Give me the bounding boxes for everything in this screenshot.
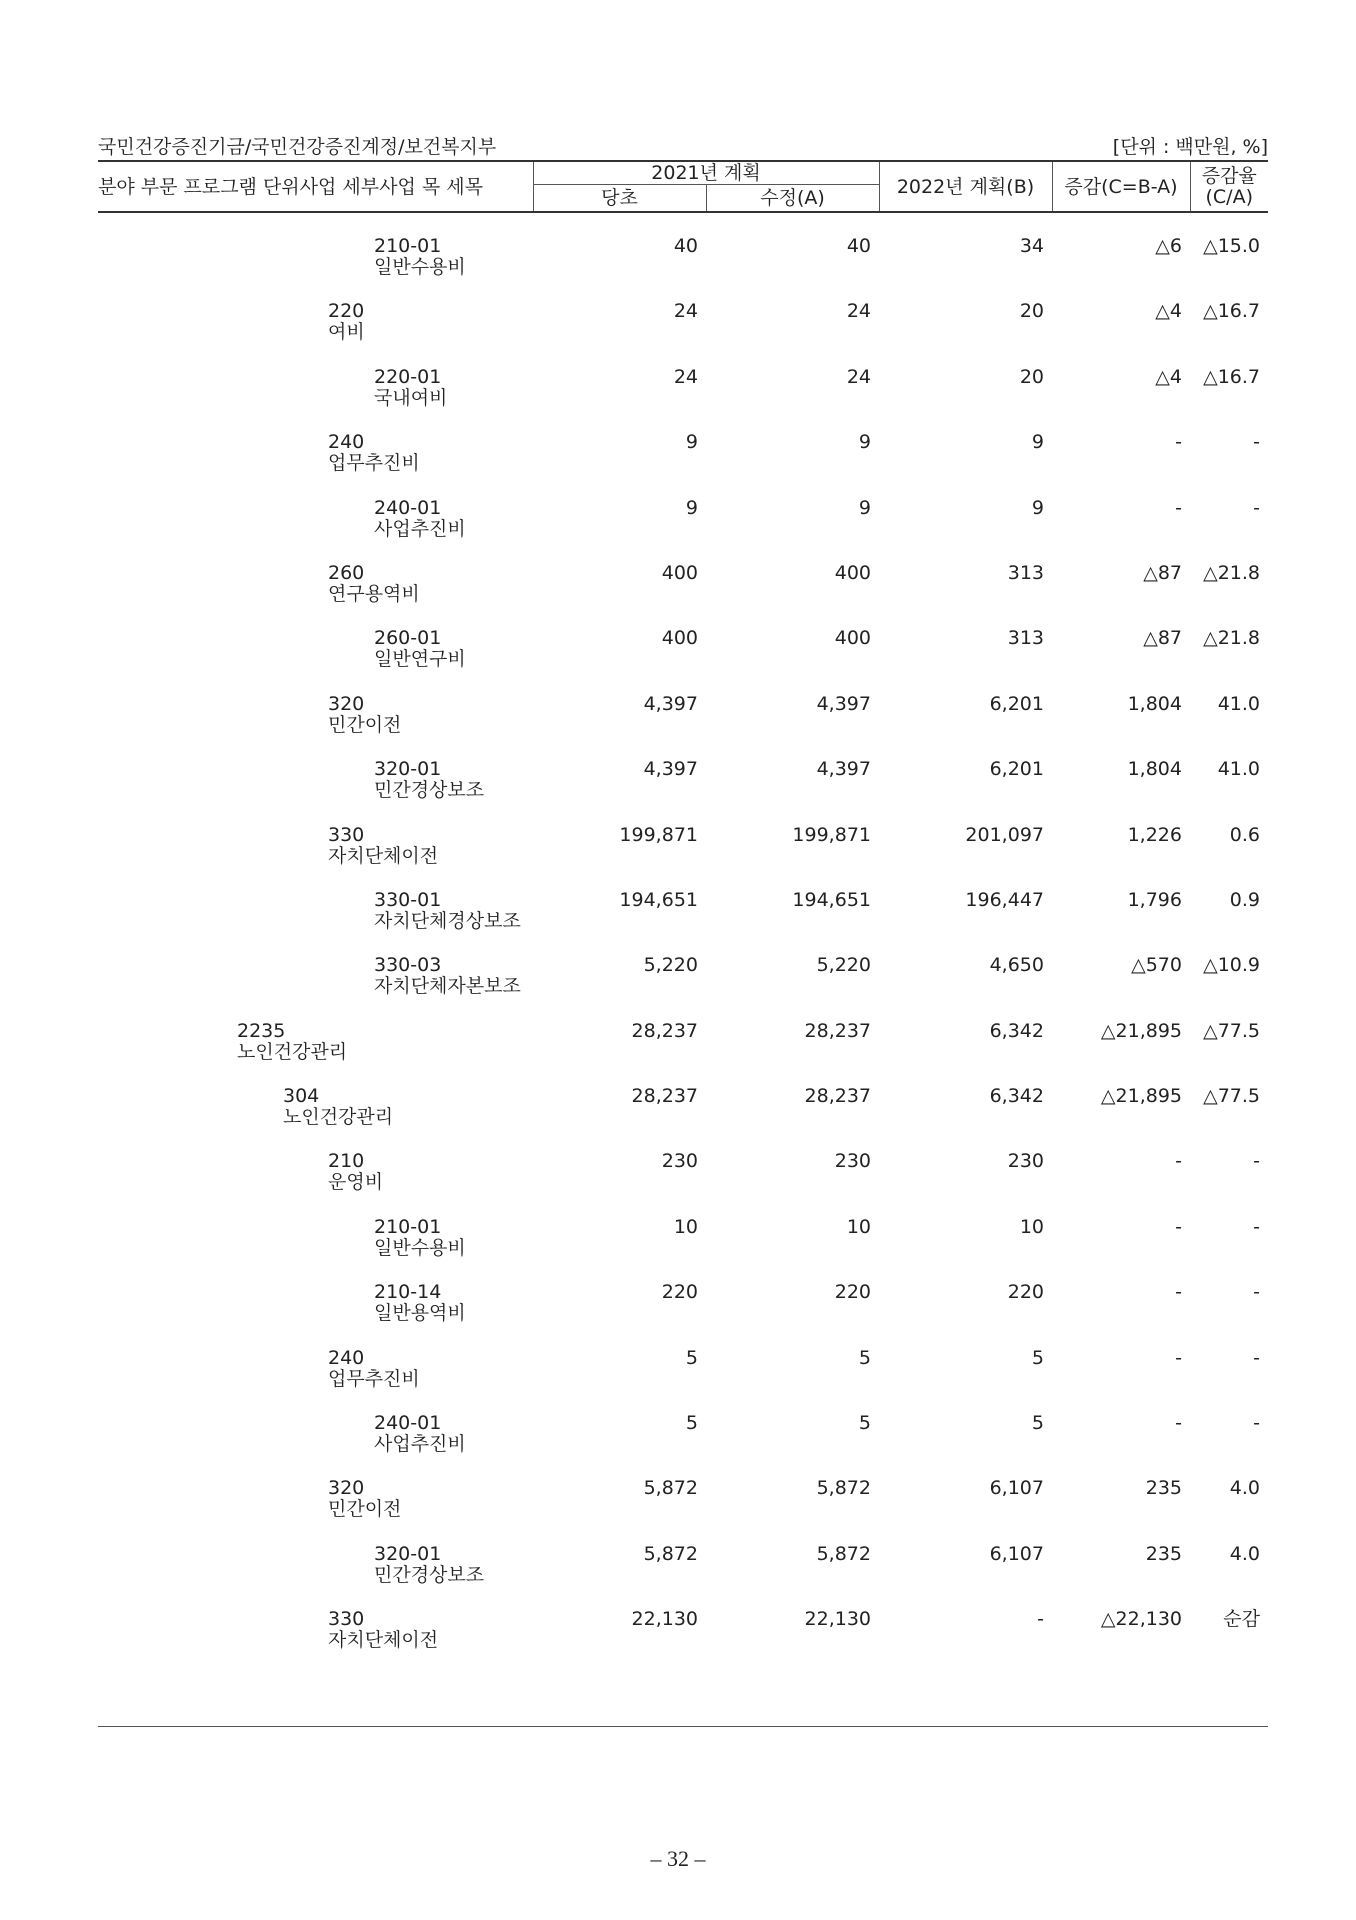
value-diff: 1,796 [1127, 888, 1182, 911]
value-revised: 4,397 [816, 758, 871, 781]
value-diff: 1,804 [1127, 758, 1182, 781]
value-original: 24 [673, 300, 698, 323]
header-name-column: 분야 부문 프로그램 단위사업 세부사업 목 세목 [98, 161, 533, 212]
value-diff: △87 [1143, 627, 1182, 650]
value-revised: 400 [834, 561, 871, 584]
item-name: 민간경상보조 [374, 779, 485, 802]
value-plan: 20 [1019, 365, 1044, 388]
value-plan: 9 [1031, 431, 1044, 454]
item-code: 210 [328, 1150, 365, 1173]
budget-table-body [98, 236, 1268, 1675]
table-row [98, 759, 1268, 824]
value-revised: 5,872 [816, 1542, 871, 1565]
value-plan: 5 [1031, 1412, 1044, 1435]
item-code: 320-01 [374, 758, 442, 781]
value-rate: 0.9 [1229, 888, 1260, 911]
value-original: 400 [661, 627, 698, 650]
table-row [98, 1282, 1268, 1347]
value-diff: △21,895 [1100, 1019, 1182, 1042]
value-plan: 10 [1019, 1215, 1044, 1238]
value-revised: 28,237 [804, 1019, 871, 1042]
value-revised: 199,871 [792, 823, 871, 846]
value-original: 5,872 [643, 1477, 698, 1500]
value-rate: 41.0 [1217, 758, 1260, 781]
value-plan: 34 [1019, 235, 1044, 257]
item-code: 220-01 [374, 365, 442, 388]
table-row [98, 628, 1268, 693]
value-plan: 6,342 [989, 1085, 1044, 1108]
value-revised: 5,220 [816, 954, 871, 977]
item-name: 노인건강관리 [283, 1106, 394, 1129]
value-original: 40 [673, 235, 698, 257]
value-revised: 4,397 [816, 692, 871, 715]
item-name: 사업추진비 [374, 1433, 466, 1456]
value-rate: - [1253, 1215, 1260, 1238]
value-plan: 6,107 [989, 1542, 1044, 1565]
value-revised: 5,872 [816, 1477, 871, 1500]
value-plan: 313 [1007, 561, 1044, 584]
item-name: 일반수용비 [374, 256, 466, 278]
value-diff: △21,895 [1100, 1085, 1182, 1108]
value-original: 28,237 [631, 1019, 698, 1042]
value-plan: 20 [1019, 300, 1044, 323]
item-code: 304 [283, 1085, 320, 1108]
value-diff: 235 [1145, 1477, 1182, 1500]
header-diff: 증감(C=B-A) [1052, 161, 1190, 212]
value-original: 9 [685, 496, 698, 519]
page-number: – 32 – [650, 1846, 706, 1871]
value-diff: - [1175, 1346, 1182, 1369]
item-code: 260 [328, 561, 365, 584]
value-revised: 194,651 [792, 888, 871, 911]
header-original: 당초 [533, 185, 706, 213]
value-diff: 1,226 [1127, 823, 1182, 846]
value-rate: 0.6 [1229, 823, 1260, 846]
table-row [98, 955, 1268, 1020]
value-original: 10 [673, 1215, 698, 1238]
value-revised: 5 [858, 1346, 871, 1369]
item-code: 320 [328, 692, 365, 715]
value-original: 4,397 [643, 692, 698, 715]
table-row [98, 1151, 1268, 1216]
table-row [98, 1413, 1268, 1478]
value-original: 4,397 [643, 758, 698, 781]
value-diff: - [1175, 496, 1182, 519]
unit-label: [단위 : 백만원, %] [1112, 136, 1268, 158]
table-row [98, 890, 1268, 955]
value-diff: △4 [1155, 365, 1182, 388]
value-rate: 순감 [1223, 1608, 1260, 1631]
header-rate [1190, 161, 1268, 212]
item-name: 자치단체이전 [328, 1629, 439, 1652]
table-row [98, 301, 1268, 366]
value-rate: - [1253, 1346, 1260, 1369]
item-code: 320-01 [374, 1542, 442, 1565]
item-name: 여비 [328, 321, 365, 344]
header-2022-plan: 2022년 계획(B) [879, 161, 1052, 212]
item-name: 일반수용비 [374, 1236, 466, 1259]
value-rate: △16.7 [1203, 365, 1260, 388]
value-rate: △21.8 [1203, 561, 1260, 584]
value-diff: 1,804 [1127, 692, 1182, 715]
item-code: 210-01 [374, 235, 442, 257]
value-plan: 5 [1031, 1346, 1044, 1369]
value-rate: - [1253, 1412, 1260, 1435]
value-diff: 235 [1145, 1542, 1182, 1565]
value-diff: - [1175, 431, 1182, 454]
item-name: 노인건강관리 [237, 1040, 348, 1063]
table-row [98, 1609, 1268, 1674]
item-name: 운영비 [328, 1171, 384, 1194]
item-name: 민간이전 [328, 713, 402, 736]
table-row [98, 1021, 1268, 1086]
value-rate: - [1253, 1150, 1260, 1173]
value-revised: 5 [858, 1412, 871, 1435]
value-rate: - [1253, 1281, 1260, 1304]
header-rate-line2: (C/A) [1205, 185, 1253, 208]
value-plan: 201,097 [965, 823, 1044, 846]
value-original: 5 [685, 1412, 698, 1435]
value-original: 9 [685, 431, 698, 454]
item-code: 210-14 [374, 1281, 442, 1304]
value-rate: △21.8 [1203, 627, 1260, 650]
table-row [98, 1478, 1268, 1543]
value-original: 194,651 [619, 888, 698, 911]
value-plan: 230 [1007, 1150, 1044, 1173]
item-code: 260-01 [374, 627, 442, 650]
value-original: 5 [685, 1346, 698, 1369]
table-row [98, 694, 1268, 759]
item-name: 업무추진비 [328, 1367, 420, 1390]
value-plan: 220 [1007, 1281, 1044, 1304]
value-plan: 6,107 [989, 1477, 1044, 1500]
item-code: 330-01 [374, 888, 442, 911]
value-diff: △4 [1155, 300, 1182, 323]
value-revised: 28,237 [804, 1085, 871, 1108]
value-rate: - [1253, 431, 1260, 454]
value-rate: △77.5 [1203, 1019, 1260, 1042]
table-row [98, 1544, 1268, 1609]
item-code: 330 [328, 1608, 365, 1631]
value-revised: 9 [858, 496, 871, 519]
value-revised: 24 [846, 300, 871, 323]
value-original: 5,220 [643, 954, 698, 977]
header-2021-plan: 2021년 계획 [533, 161, 879, 185]
value-rate: △15.0 [1203, 235, 1260, 257]
value-plan: 6,342 [989, 1019, 1044, 1042]
table-row [98, 236, 1268, 301]
document-title: 국민건강증진기금/국민건강증진계정/보건복지부 [98, 136, 497, 158]
value-rate: △16.7 [1203, 300, 1260, 323]
value-diff: - [1175, 1215, 1182, 1238]
table-row [98, 498, 1268, 563]
value-rate: △10.9 [1203, 954, 1260, 977]
value-rate: - [1253, 496, 1260, 519]
page-header [98, 132, 1268, 158]
value-original: 24 [673, 365, 698, 388]
value-plan: 9 [1031, 496, 1044, 519]
item-code: 240-01 [374, 1412, 442, 1435]
value-rate: 4.0 [1229, 1477, 1260, 1500]
value-original: 220 [661, 1281, 698, 1304]
value-plan: 313 [1007, 627, 1044, 650]
item-name: 사업추진비 [374, 517, 466, 540]
value-revised: 24 [846, 365, 871, 388]
item-code: 220 [328, 300, 365, 323]
value-rate: 4.0 [1229, 1542, 1260, 1565]
item-name: 일반용역비 [374, 1302, 466, 1325]
value-original: 199,871 [619, 823, 698, 846]
value-revised: 9 [858, 431, 871, 454]
table-row [98, 432, 1268, 497]
value-revised: 22,130 [804, 1608, 871, 1631]
value-plan: 4,650 [989, 954, 1044, 977]
value-plan: - [1037, 1608, 1044, 1631]
item-name: 연구용역비 [328, 582, 420, 605]
value-original: 22,130 [631, 1608, 698, 1631]
item-name: 자치단체자본보조 [374, 975, 521, 998]
item-name: 일반연구비 [374, 648, 466, 671]
item-code: 210-01 [374, 1215, 442, 1238]
value-original: 28,237 [631, 1085, 698, 1108]
bottom-divider [98, 1726, 1268, 1727]
value-rate: 41.0 [1217, 692, 1260, 715]
value-diff: △6 [1155, 235, 1182, 257]
table-row [98, 367, 1268, 432]
item-name: 자치단체이전 [328, 844, 439, 867]
value-diff: △87 [1143, 561, 1182, 584]
item-code: 2235 [237, 1019, 286, 1042]
value-revised: 400 [834, 627, 871, 650]
value-revised: 40 [846, 235, 871, 257]
value-original: 230 [661, 1150, 698, 1173]
value-plan: 196,447 [965, 888, 1044, 911]
item-code: 240 [328, 431, 365, 454]
table-row [98, 1217, 1268, 1282]
item-code: 240 [328, 1346, 365, 1369]
value-diff: - [1175, 1412, 1182, 1435]
table-row [98, 563, 1268, 628]
value-rate: △77.5 [1203, 1085, 1260, 1108]
value-diff: - [1175, 1281, 1182, 1304]
value-revised: 10 [846, 1215, 871, 1238]
item-code: 240-01 [374, 496, 442, 519]
item-name: 업무추진비 [328, 452, 420, 475]
item-name: 민간이전 [328, 1498, 402, 1521]
value-plan: 6,201 [989, 758, 1044, 781]
header-rate-line1: 증감율 [1201, 164, 1257, 187]
table-row [98, 1086, 1268, 1151]
item-code: 330 [328, 823, 365, 846]
item-name: 자치단체경상보조 [374, 909, 521, 932]
value-revised: 220 [834, 1281, 871, 1304]
item-name: 국내여비 [374, 386, 448, 409]
value-plan: 6,201 [989, 692, 1044, 715]
table-row [98, 1348, 1268, 1413]
value-revised: 230 [834, 1150, 871, 1173]
value-diff: - [1175, 1150, 1182, 1173]
header-revised: 수정(A) [706, 185, 879, 213]
budget-table-header [98, 160, 1268, 213]
item-code: 320 [328, 1477, 365, 1500]
value-original: 5,872 [643, 1542, 698, 1565]
value-diff: △22,130 [1100, 1608, 1182, 1631]
table-row [98, 825, 1268, 890]
value-diff: △570 [1131, 954, 1182, 977]
item-name: 민간경상보조 [374, 1563, 485, 1586]
item-code: 330-03 [374, 954, 442, 977]
value-original: 400 [661, 561, 698, 584]
